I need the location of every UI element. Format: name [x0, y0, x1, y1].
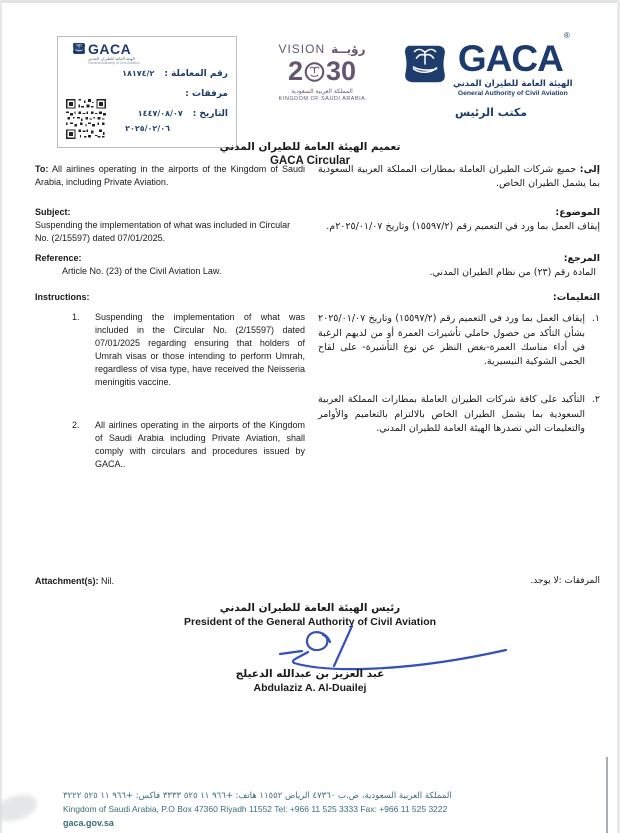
document-title-en: GACA Circular	[269, 155, 351, 167]
subject-label-ar: الموضوع:	[555, 207, 600, 218]
stamp-gaca-wordmark: GACA	[88, 41, 132, 57]
gaca-authority-ar: الهيئة العامة للطيران المدني	[453, 79, 573, 90]
vision-word-en: VISION	[278, 42, 326, 56]
item-text: التأكيد على كافة شركات الطيران العاملة بمطارات المملكة العربية السعودية بما يشمل الطيران الخاص بالالتزام بالتعاميم والأوامر والتعليمات التي تصدرها الهيئة العامة للطيران المدني.	[318, 394, 585, 434]
gaca-flag-icon	[402, 42, 448, 86]
subject-body-ar: إيقاف العمل بما ورد في التعميم رقم (١٥٥٩٧/٢) وتاريخ ٢٠٢٥/٠١/٠٧م.	[326, 221, 600, 233]
attachments-label-en: Attachment(s):	[35, 576, 99, 586]
page-footer	[63, 790, 593, 831]
instructions-section-ar	[318, 291, 600, 436]
instruction-item-ar-2	[318, 393, 600, 436]
date-gregorian-row	[125, 124, 170, 133]
vision-kingdom-ar: المملكة العربية السعودية	[291, 88, 353, 95]
transaction-number-value: ١٨١٧٤/٢	[122, 69, 155, 78]
reference-section-ar	[318, 252, 600, 281]
reference-body-en: Article No. (23) of the Civil Aviation Law.	[62, 266, 222, 277]
signer-name-en: Abdulaziz A. Al-Duailej	[253, 682, 367, 694]
instruction-item-en-1	[35, 311, 305, 389]
subject-label-en: Subject:	[35, 207, 71, 217]
item-text: إيقاف العمل بما ورد في التعميم رقم (١٥٥٩٧/٢) وتاريخ ٢٠٢٥/٠١/٠٧ بشأن التأكد من حصول حاملي تأشيرات العمرة أو من لديهم الرغبة في أداء مناسك العمرة-بغض النظر عن نوع التأشيرة- على لقاح الحمى الشوكية النيسيرية.	[318, 313, 585, 367]
handwritten-signature	[268, 624, 512, 672]
footer-address-en: Kingdom of Saudi Arabia, P.O Box 47360 Riyadh 11552 Tel: +966 11 525 3333 Fax: +966 11 525 3222	[63, 804, 448, 815]
date-label: التاريخ :	[192, 109, 228, 119]
signer-title-ar: رئيس الهيئة العامة للطيران المدني	[219, 602, 401, 614]
stamp-attachments-row	[185, 89, 228, 99]
gaca-flag-icon	[72, 42, 86, 55]
transaction-number-label: رقم المعاملة :	[164, 69, 228, 79]
transaction-number-row	[122, 69, 228, 79]
footer-address-ar: المملكة العربية السعودية، ص.ب ٤٧٣٦٠ الرياض ١١٥٥٢ هاتف: +٩٦٦ ١١ ٥٢٥ ٣٣٣٣ فاكس: +٩٦٦ ١١ ٥٢٥ ٣٢٢٢	[63, 791, 452, 801]
reference-section-en	[35, 252, 305, 278]
date-hijri-value: ١٤٤٧/٠٨/٠٧	[137, 109, 183, 118]
stamp-logo-subtitle-en: General Authority of Civil Aviation	[88, 61, 140, 65]
date-gregorian-value: ٢٠٢٥/٠٢/٠٦	[125, 124, 170, 133]
item-text: Suspending the implementation of what was included in the Circular No. (2/15597) dated 07/01/2025 regarding ensuring that holders of Umrah visas or those intending to perform Umrah, regardless of visa type, have received the Neisseria meningitis vaccine.	[95, 312, 305, 388]
date-row	[138, 109, 228, 119]
instructions-section-en	[35, 291, 305, 472]
instructions-label-en: Instructions:	[35, 292, 90, 302]
scan-smudge	[0, 790, 41, 826]
attachments-value-en: Nil.	[98, 576, 115, 586]
reference-label-en: Reference:	[35, 253, 82, 263]
to-body-ar: جميع شركات الطيران العاملة بمطارات المملكة العربية السعودية بما يشمل الطيران الخاص.	[318, 164, 600, 190]
document-title-ar: تعميم الهيئة العامة للطيران المدني	[219, 141, 401, 153]
scan-edge-top	[0, 0, 620, 3]
registration-stamp-box	[57, 36, 237, 148]
to-section-ar	[318, 163, 600, 192]
signer-name-ar: عبد العزيز بن عبدالله الدعيلج	[235, 668, 385, 680]
item-number: 1.	[72, 312, 80, 323]
attachments-en	[35, 576, 114, 586]
to-section-en	[35, 163, 305, 189]
scan-artifact-line	[606, 757, 608, 833]
reference-label-ar: المرجع:	[563, 253, 600, 264]
subject-section-ar	[318, 206, 600, 235]
signer-title-en: President of the General Authority of Civil Aviation	[183, 616, 437, 628]
item-number: ٢.	[591, 394, 600, 406]
attachments-ar: المرفقات :لا يوجد.	[530, 576, 600, 586]
scan-edge-left	[0, 0, 2, 833]
qr-code	[66, 99, 106, 139]
to-label-en: To:	[35, 164, 49, 174]
item-number: 2.	[72, 420, 80, 431]
instruction-item-en-2	[35, 419, 305, 471]
item-number: ١.	[591, 313, 600, 325]
gaca-logo	[402, 30, 580, 120]
footer-website: gaca.gov.sa	[63, 818, 114, 829]
instructions-label-ar: التعليمات:	[552, 292, 600, 303]
gaca-wordmark: GACA®	[457, 30, 569, 79]
stamp-logo-subtitle-ar: الهيئة العامة للطيران المدني	[88, 56, 135, 61]
to-body-en: All airlines operating in the airports of the Kingdom of Saudi Arabia, including Private Aviation.	[35, 164, 305, 188]
instruction-item-ar-1	[318, 312, 600, 369]
stamp-attachments-label: مرفقات :	[185, 89, 228, 99]
subject-body-en: Suspending the implementation of what was included in Circular No. (2/15597) dated 07/01/2025.	[35, 220, 291, 244]
vision-word-ar: رؤيــة	[331, 42, 366, 56]
stamp-gaca-logo	[72, 42, 131, 56]
reference-body-ar: المادة رقم (٢٣) من نظام الطيران المدني.	[429, 267, 596, 279]
vision-year-suffix: 30	[325, 56, 357, 86]
office-of-president-label: مكتب الرئيس	[454, 106, 528, 120]
subject-section-en	[35, 206, 305, 245]
vision-2030-logo	[258, 42, 386, 102]
gaca-authority-en: General Authority of Civil Aviation	[457, 90, 568, 98]
registered-mark: ®	[563, 30, 569, 40]
item-text: All airlines operating in the airports of the Kingdom of Saudi Arabia including Private Aviation, shall comply with circulars and procedures issued by GACA..	[95, 420, 305, 470]
to-label-ar: إلى:	[579, 164, 600, 175]
vision-year-prefix: 2	[287, 56, 303, 86]
vision-kingdom-en: KINGDOM OF SAUDI ARABIA	[278, 96, 366, 102]
vision-2030-emblem-icon	[304, 60, 325, 84]
